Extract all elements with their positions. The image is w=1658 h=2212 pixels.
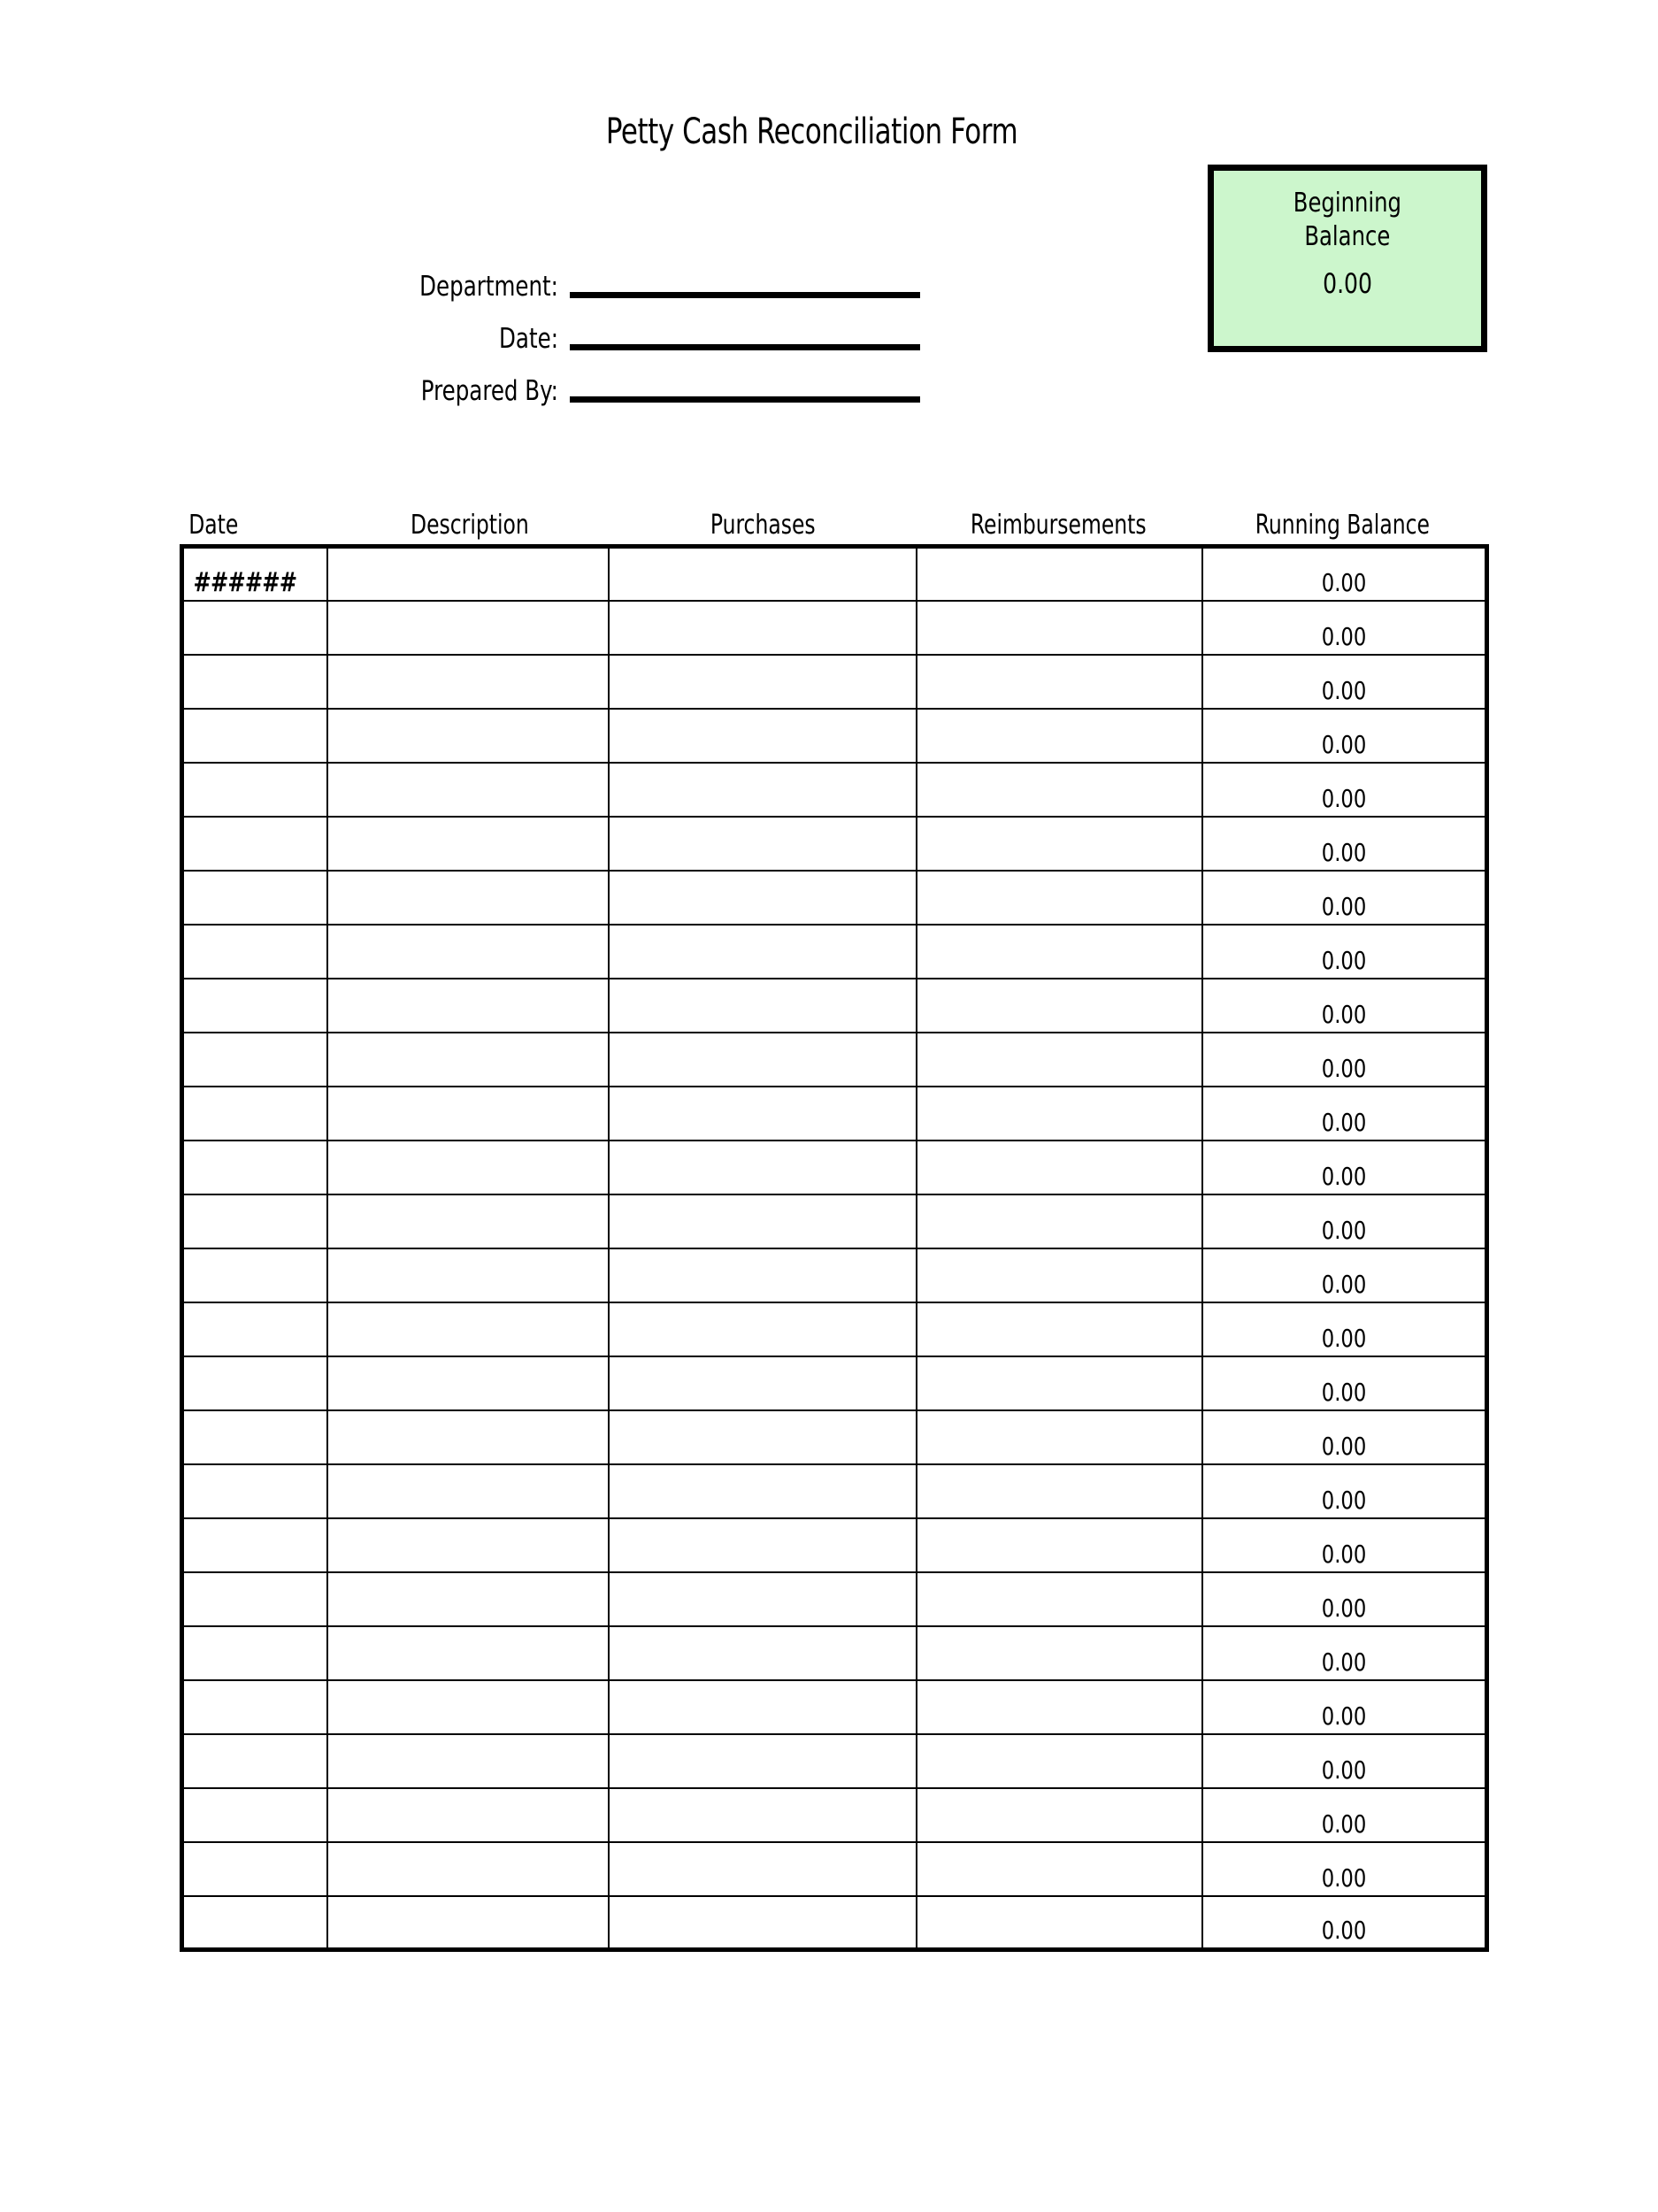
field-row-department bbox=[221, 252, 920, 302]
table-row bbox=[182, 1464, 1487, 1518]
cell-purchases[interactable] bbox=[609, 1302, 917, 1356]
table-row bbox=[182, 709, 1487, 763]
beginning-balance-box bbox=[1208, 165, 1487, 352]
table-row bbox=[182, 1194, 1487, 1248]
ledger-column-headers bbox=[180, 496, 1485, 541]
cell-description[interactable] bbox=[327, 1356, 609, 1410]
cell-date[interactable] bbox=[182, 655, 327, 709]
cell-running-balance[interactable]: 0.00 bbox=[1202, 1572, 1487, 1626]
table-row bbox=[182, 1141, 1487, 1194]
cell-purchases[interactable] bbox=[609, 601, 917, 655]
cell-purchases[interactable] bbox=[609, 1842, 917, 1896]
cell-reimbursements[interactable] bbox=[917, 547, 1202, 601]
cell-reimbursements[interactable] bbox=[917, 1356, 1202, 1410]
cell-reimbursements[interactable] bbox=[917, 1788, 1202, 1842]
table-row bbox=[182, 1410, 1487, 1464]
field-row-date bbox=[221, 304, 920, 354]
department-label: Department: bbox=[419, 271, 558, 303]
cell-purchases[interactable] bbox=[609, 1518, 917, 1572]
cell-purchases[interactable] bbox=[609, 1734, 917, 1788]
prepared-by-label: Prepared By: bbox=[420, 375, 558, 407]
cell-purchases[interactable] bbox=[609, 763, 917, 817]
beginning-balance-label-line1: Beginning bbox=[1293, 188, 1402, 219]
cell-date[interactable] bbox=[182, 1896, 327, 1950]
cell-description[interactable] bbox=[327, 1248, 609, 1302]
page-title: Petty Cash Reconciliation Form bbox=[605, 111, 1018, 152]
column-header-running-balance: Running Balance bbox=[1255, 510, 1431, 541]
cell-description[interactable] bbox=[327, 1302, 609, 1356]
cell-date[interactable] bbox=[182, 1141, 327, 1194]
cell-running-balance[interactable]: 0.00 bbox=[1202, 1248, 1487, 1302]
cell-description[interactable] bbox=[327, 1518, 609, 1572]
cell-description[interactable] bbox=[327, 1410, 609, 1464]
cell-purchases[interactable] bbox=[609, 1141, 917, 1194]
cell-date[interactable] bbox=[182, 1626, 327, 1680]
cell-date[interactable] bbox=[182, 979, 327, 1033]
cell-reimbursements[interactable] bbox=[917, 1572, 1202, 1626]
cell-reimbursements[interactable] bbox=[917, 763, 1202, 817]
cell-description[interactable] bbox=[327, 1464, 609, 1518]
cell-purchases[interactable] bbox=[609, 1626, 917, 1680]
header-field-block bbox=[221, 252, 920, 409]
table-row bbox=[182, 817, 1487, 871]
cell-date[interactable] bbox=[182, 1087, 327, 1141]
cell-date[interactable] bbox=[182, 709, 327, 763]
cell-purchases[interactable] bbox=[609, 979, 917, 1033]
cell-date[interactable] bbox=[182, 1356, 327, 1410]
cell-running-balance[interactable]: 0.00 bbox=[1202, 1842, 1487, 1896]
table-row bbox=[182, 655, 1487, 709]
cell-date[interactable] bbox=[182, 601, 327, 655]
column-header-date: Date bbox=[188, 510, 239, 541]
table-row bbox=[182, 1680, 1487, 1734]
cell-reimbursements[interactable] bbox=[917, 601, 1202, 655]
cell-reimbursements[interactable] bbox=[917, 1087, 1202, 1141]
cell-reimbursements[interactable] bbox=[917, 979, 1202, 1033]
table-row bbox=[182, 1518, 1487, 1572]
date-input-line[interactable] bbox=[570, 344, 920, 350]
column-header-purchases: Purchases bbox=[710, 510, 816, 541]
cell-running-balance[interactable]: 0.00 bbox=[1202, 1410, 1487, 1464]
cell-date[interactable] bbox=[182, 817, 327, 871]
cell-running-balance[interactable]: 0.00 bbox=[1202, 871, 1487, 925]
cell-running-balance[interactable]: 0.00 bbox=[1202, 1194, 1487, 1248]
cell-date[interactable] bbox=[182, 871, 327, 925]
cell-date[interactable] bbox=[182, 1302, 327, 1356]
cell-running-balance[interactable]: 0.00 bbox=[1202, 1680, 1487, 1734]
cell-date[interactable] bbox=[182, 1194, 327, 1248]
cell-running-balance[interactable]: 0.00 bbox=[1202, 1087, 1487, 1141]
cell-date[interactable] bbox=[182, 1033, 327, 1087]
cell-purchases[interactable] bbox=[609, 547, 917, 601]
cell-date[interactable] bbox=[182, 1788, 327, 1842]
cell-description[interactable] bbox=[327, 817, 609, 871]
cell-description[interactable] bbox=[327, 1734, 609, 1788]
cell-running-balance[interactable]: 0.00 bbox=[1202, 925, 1487, 979]
cell-reimbursements[interactable] bbox=[917, 1410, 1202, 1464]
cell-purchases[interactable] bbox=[609, 655, 917, 709]
cell-reimbursements[interactable] bbox=[917, 817, 1202, 871]
cell-running-balance[interactable]: 0.00 bbox=[1202, 1626, 1487, 1680]
cell-purchases[interactable] bbox=[609, 817, 917, 871]
table-row bbox=[182, 547, 1487, 601]
cell-description[interactable] bbox=[327, 1842, 609, 1896]
cell-reimbursements[interactable] bbox=[917, 1680, 1202, 1734]
department-input-line[interactable] bbox=[570, 292, 920, 298]
cell-date[interactable] bbox=[182, 1464, 327, 1518]
cell-date[interactable] bbox=[182, 1248, 327, 1302]
cell-purchases[interactable] bbox=[609, 1680, 917, 1734]
cell-reimbursements[interactable] bbox=[917, 1302, 1202, 1356]
cell-description[interactable] bbox=[327, 925, 609, 979]
cell-date[interactable] bbox=[182, 1734, 327, 1788]
prepared-by-input-line[interactable] bbox=[570, 396, 920, 403]
cell-date[interactable] bbox=[182, 763, 327, 817]
cell-purchases[interactable] bbox=[609, 871, 917, 925]
cell-running-balance[interactable]: 0.00 bbox=[1202, 1356, 1487, 1410]
cell-date[interactable] bbox=[182, 1842, 327, 1896]
cell-description[interactable] bbox=[327, 1087, 609, 1141]
table-row bbox=[182, 1842, 1487, 1896]
cell-running-balance[interactable]: 0.00 bbox=[1202, 1141, 1487, 1194]
table-row bbox=[182, 1356, 1487, 1410]
cell-reimbursements[interactable] bbox=[917, 1842, 1202, 1896]
cell-date[interactable] bbox=[182, 925, 327, 979]
cell-running-balance[interactable]: 0.00 bbox=[1202, 601, 1487, 655]
cell-purchases[interactable] bbox=[609, 1410, 917, 1464]
cell-description[interactable] bbox=[327, 1194, 609, 1248]
cell-description[interactable] bbox=[327, 709, 609, 763]
cell-purchases[interactable] bbox=[609, 1194, 917, 1248]
ledger-body bbox=[182, 547, 1487, 1950]
cell-running-balance[interactable]: 0.00 bbox=[1202, 709, 1487, 763]
cell-purchases[interactable] bbox=[609, 1572, 917, 1626]
cell-reimbursements[interactable] bbox=[917, 1194, 1202, 1248]
cell-date[interactable] bbox=[182, 1410, 327, 1464]
cell-description[interactable] bbox=[327, 1141, 609, 1194]
cell-purchases[interactable] bbox=[609, 1087, 917, 1141]
cell-description[interactable] bbox=[327, 1788, 609, 1842]
cell-reimbursements[interactable] bbox=[917, 1141, 1202, 1194]
table-row bbox=[182, 763, 1487, 817]
cell-description[interactable] bbox=[327, 763, 609, 817]
cell-description[interactable] bbox=[327, 979, 609, 1033]
cell-date[interactable]: ###### bbox=[182, 547, 327, 601]
cell-purchases[interactable] bbox=[609, 1896, 917, 1950]
table-row bbox=[182, 871, 1487, 925]
beginning-balance-amount[interactable]: 0.00 bbox=[1323, 268, 1372, 300]
table-row bbox=[182, 601, 1487, 655]
table-row bbox=[182, 925, 1487, 979]
cell-description[interactable] bbox=[327, 1626, 609, 1680]
cell-purchases[interactable] bbox=[609, 709, 917, 763]
cell-running-balance[interactable]: 0.00 bbox=[1202, 1518, 1487, 1572]
table-row bbox=[182, 1896, 1487, 1950]
cell-purchases[interactable] bbox=[609, 1356, 917, 1410]
field-row-prepared-by bbox=[221, 357, 920, 406]
cell-running-balance[interactable]: 0.00 bbox=[1202, 655, 1487, 709]
cell-description[interactable] bbox=[327, 601, 609, 655]
ledger-table bbox=[180, 544, 1489, 1952]
cell-running-balance[interactable]: 0.00 bbox=[1202, 547, 1487, 601]
cell-running-balance[interactable]: 0.00 bbox=[1202, 763, 1487, 817]
cell-description[interactable] bbox=[327, 1680, 609, 1734]
cell-running-balance[interactable]: 0.00 bbox=[1202, 1734, 1487, 1788]
cell-running-balance[interactable]: 0.00 bbox=[1202, 1033, 1487, 1087]
cell-description[interactable] bbox=[327, 1572, 609, 1626]
cell-description[interactable] bbox=[327, 655, 609, 709]
date-label: Date: bbox=[499, 323, 558, 355]
cell-date[interactable] bbox=[182, 1572, 327, 1626]
cell-purchases[interactable] bbox=[609, 1033, 917, 1087]
table-row bbox=[182, 1302, 1487, 1356]
cell-date[interactable] bbox=[182, 1518, 327, 1572]
cell-reimbursements[interactable] bbox=[917, 1464, 1202, 1518]
cell-reimbursements[interactable] bbox=[917, 709, 1202, 763]
cell-running-balance[interactable]: 0.00 bbox=[1202, 817, 1487, 871]
cell-reimbursements[interactable] bbox=[917, 1518, 1202, 1572]
cell-date[interactable] bbox=[182, 1680, 327, 1734]
cell-description[interactable] bbox=[327, 1896, 609, 1950]
cell-running-balance[interactable]: 0.00 bbox=[1202, 1896, 1487, 1950]
table-row bbox=[182, 979, 1487, 1033]
table-row bbox=[182, 1087, 1487, 1141]
table-row bbox=[182, 1033, 1487, 1087]
table-row bbox=[182, 1572, 1487, 1626]
cell-reimbursements[interactable] bbox=[917, 871, 1202, 925]
cell-reimbursements[interactable] bbox=[917, 1033, 1202, 1087]
table-row bbox=[182, 1788, 1487, 1842]
cell-running-balance[interactable]: 0.00 bbox=[1202, 1302, 1487, 1356]
cell-purchases[interactable] bbox=[609, 1248, 917, 1302]
cell-reimbursements[interactable] bbox=[917, 1248, 1202, 1302]
cell-reimbursements[interactable] bbox=[917, 1734, 1202, 1788]
cell-reimbursements[interactable] bbox=[917, 1896, 1202, 1950]
cell-reimbursements[interactable] bbox=[917, 1626, 1202, 1680]
cell-description[interactable] bbox=[327, 547, 609, 601]
column-header-description: Description bbox=[410, 510, 529, 541]
cell-running-balance[interactable]: 0.00 bbox=[1202, 1788, 1487, 1842]
cell-running-balance[interactable]: 0.00 bbox=[1202, 1464, 1487, 1518]
column-header-reimbursements: Reimbursements bbox=[971, 510, 1147, 541]
cell-purchases[interactable] bbox=[609, 925, 917, 979]
cell-purchases[interactable] bbox=[609, 1788, 917, 1842]
cell-description[interactable] bbox=[327, 1033, 609, 1087]
table-row bbox=[182, 1248, 1487, 1302]
cell-purchases[interactable] bbox=[609, 1464, 917, 1518]
table-row bbox=[182, 1626, 1487, 1680]
cell-description[interactable] bbox=[327, 871, 609, 925]
table-row bbox=[182, 1734, 1487, 1788]
cell-reimbursements[interactable] bbox=[917, 925, 1202, 979]
beginning-balance-label-line2: Balance bbox=[1304, 221, 1391, 252]
cell-reimbursements[interactable] bbox=[917, 655, 1202, 709]
cell-running-balance[interactable]: 0.00 bbox=[1202, 979, 1487, 1033]
